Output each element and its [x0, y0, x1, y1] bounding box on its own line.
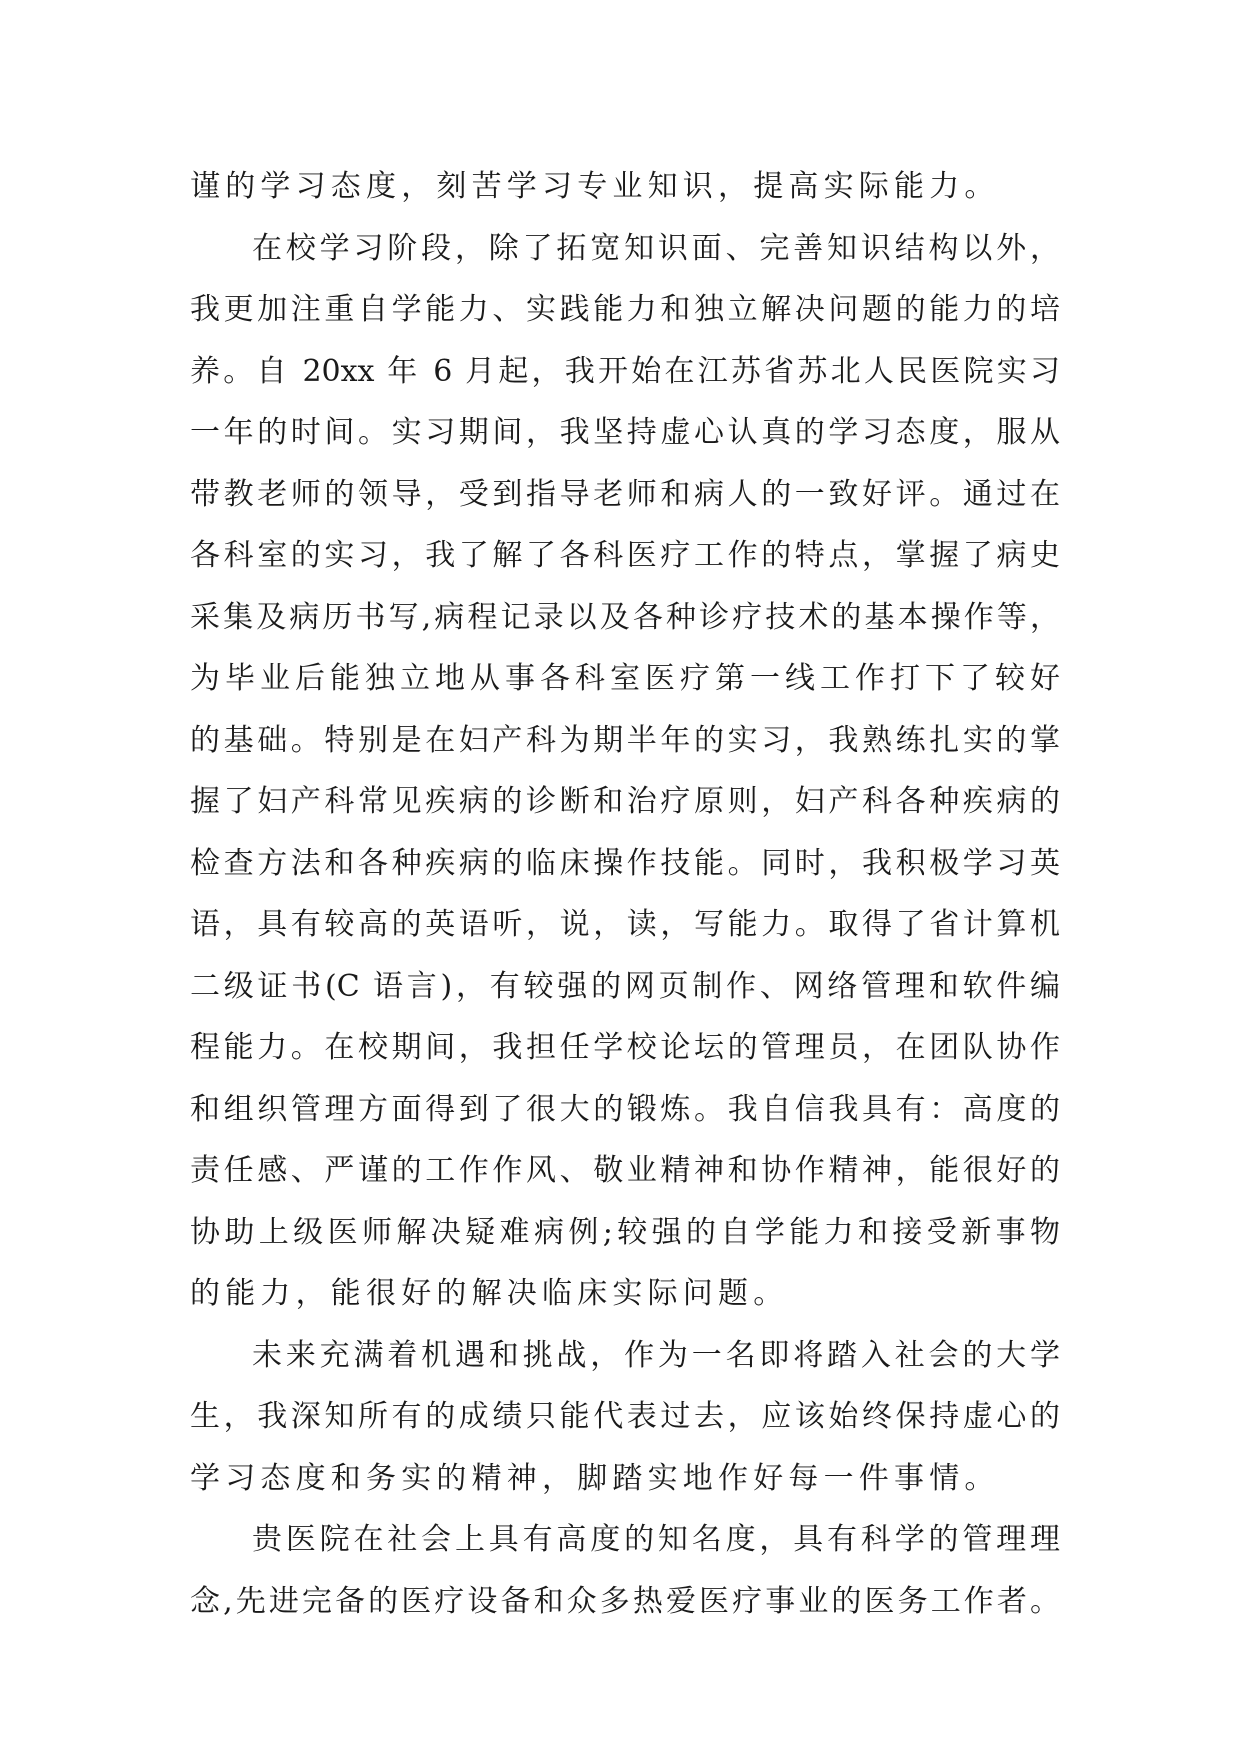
text-line: 语，具有较高的英语听，说，读，写能力。取得了省计算机 — [190, 907, 1060, 942]
text-line: 在校学习阶段，除了拓宽知识面、完善知识结构以外， — [252, 230, 1060, 266]
text-line: 检查方法和各种疾病的临床操作技能。同时，我积极学习英 — [190, 845, 1060, 881]
text-line: 养。自 20xx 年 6 月起，我开始在江苏省苏北人民医院实习 — [190, 353, 1060, 389]
text-line: 谨的学习态度，刻苦学习专业知识，提高实际能力。 — [190, 169, 1000, 204]
text-line: 念,先进完备的医疗设备和众多热爱医疗事业的医务工作者。 — [190, 1583, 1060, 1619]
text-line: 贵医院在社会上具有高度的知名度，具有科学的管理理 — [252, 1522, 1060, 1557]
text-line: 生，我深知所有的成绩只能代表过去，应该始终保持虚心的 — [190, 1399, 1060, 1434]
text-line: 各科室的实习，我了解了各科医疗工作的特点，掌握了病史 — [190, 538, 1060, 573]
text-line: 未来充满着机遇和挑战，作为一名即将踏入社会的大学 — [252, 1337, 1060, 1373]
text-line: 为毕业后能独立地从事各科室医疗第一线工作打下了较好 — [190, 661, 1060, 696]
text-line: 我更加注重自学能力、实践能力和独立解决问题的能力的培 — [190, 292, 1060, 327]
text-line: 带教老师的领导，受到指导老师和病人的一致好评。通过在 — [190, 476, 1060, 512]
text-line: 的能力，能很好的解决临床实际问题。 — [190, 1276, 789, 1311]
text-line: 协助上级医师解决疑难病例;较强的自学能力和接受新事物 — [190, 1214, 1060, 1250]
body-text — [190, 156, 1060, 1632]
text-line: 二级证书(C 语言)，有较强的网页制作、网络管理和软件编 — [190, 968, 1060, 1004]
text-line: 和组织管理方面得到了很大的锻炼。我自信我具有：高度的 — [190, 1091, 1060, 1127]
text-line: 采集及病历书写,病程记录以及各种诊疗技术的基本操作等， — [190, 599, 1060, 635]
text-line: 一年的时间。实习期间，我坚持虚心认真的学习态度，服从 — [190, 415, 1060, 450]
text-line: 程能力。在校期间，我担任学校论坛的管理员，在团队协作 — [190, 1030, 1060, 1065]
text-line: 握了妇产科常见疾病的诊断和治疗原则，妇产科各种疾病的 — [190, 784, 1060, 819]
text-line: 责任感、严谨的工作作风、敬业精神和协作精神，能很好的 — [190, 1153, 1060, 1188]
text-line: 学习态度和务实的精神，脚踏实地作好每一件事情。 — [190, 1460, 1000, 1496]
text-line: 的基础。特别是在妇产科为期半年的实习，我熟练扎实的掌 — [190, 722, 1060, 758]
